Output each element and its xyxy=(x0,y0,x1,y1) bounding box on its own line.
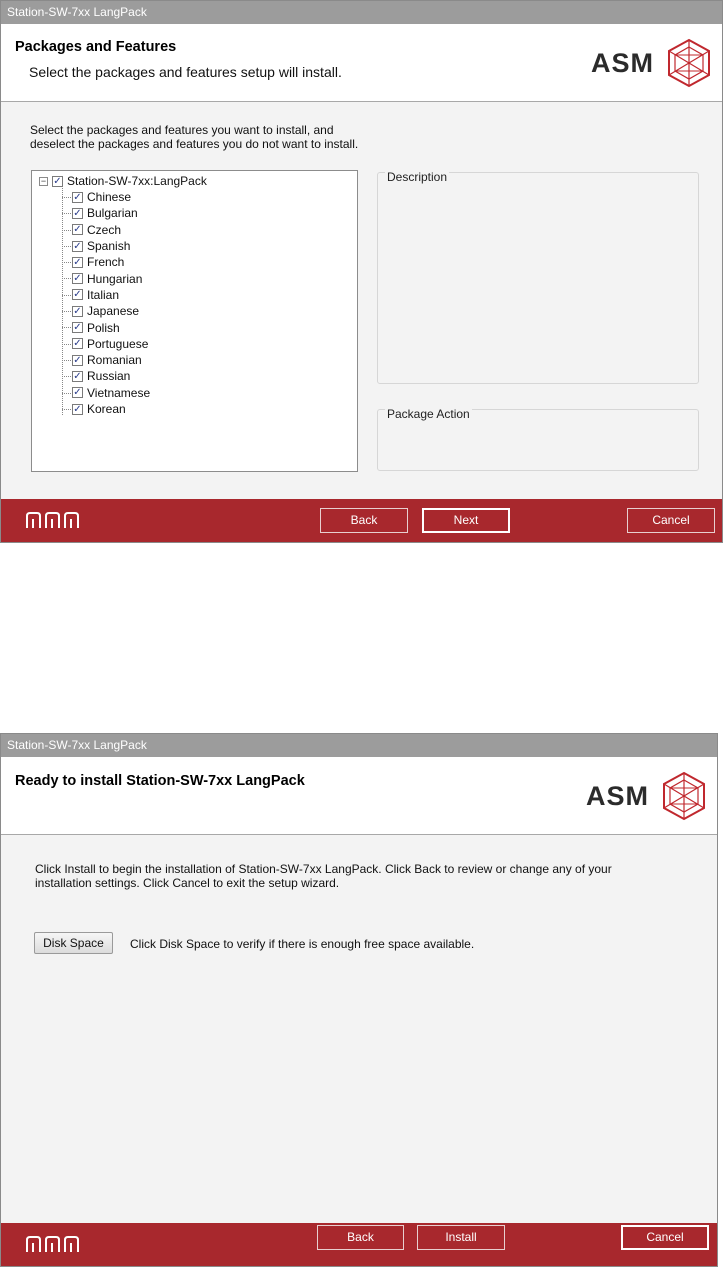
checkbox-checked-icon[interactable]: ✓ xyxy=(73,240,82,252)
tree-item-label[interactable]: Romanian xyxy=(87,353,142,368)
page-subtitle: Select the packages and features setup will install. xyxy=(29,64,342,80)
instructions-line: deselect the packages and features you do not want to install. xyxy=(30,137,359,151)
checkbox-checked-icon[interactable]: ✓ xyxy=(73,338,82,350)
tree-item[interactable] xyxy=(62,270,150,286)
tree-item[interactable] xyxy=(62,385,150,401)
checkbox-checked-icon[interactable]: ✓ xyxy=(53,175,62,187)
checkbox-checked-icon[interactable]: ✓ xyxy=(73,370,82,382)
setup-window-packages xyxy=(0,0,723,543)
checkbox-checked-icon[interactable]: ✓ xyxy=(73,322,82,334)
tree-root-label[interactable]: Station-SW-7xx:LangPack xyxy=(67,174,207,188)
package-action-label: Package Action xyxy=(387,407,470,421)
tree-item[interactable] xyxy=(62,222,150,238)
instructions-line: Click Install to begin the installation of Station-SW-7xx LangPack. Click Back to review or change any of your xyxy=(35,862,612,876)
tree-item[interactable] xyxy=(62,319,150,335)
feature-tree[interactable] xyxy=(31,170,358,472)
tree-item-label[interactable]: Spanish xyxy=(87,239,131,254)
install-instructions xyxy=(35,862,612,890)
expander-minus-icon[interactable]: − xyxy=(40,175,47,186)
tree-item[interactable] xyxy=(62,287,150,303)
tree-item-label[interactable]: French xyxy=(87,255,125,270)
tree-item-label[interactable]: Hungarian xyxy=(87,271,143,286)
checkbox-checked-icon[interactable]: ✓ xyxy=(73,289,82,301)
checkbox-checked-icon[interactable]: ✓ xyxy=(73,256,82,268)
wizard-header xyxy=(1,24,722,102)
tree-item[interactable] xyxy=(62,401,150,417)
tree-children xyxy=(62,189,150,417)
tree-item-label[interactable]: Czech xyxy=(87,222,122,237)
tree-item[interactable] xyxy=(62,254,150,270)
tree-item-label[interactable]: Japanese xyxy=(87,304,140,319)
tree-item[interactable] xyxy=(62,205,150,221)
description-label: Description xyxy=(387,170,448,184)
page-title: Packages and Features xyxy=(15,39,177,55)
tree-item-label[interactable]: Russian xyxy=(87,369,131,384)
window-titlebar[interactable]: Station-SW-7xx LangPack xyxy=(1,734,717,757)
page-title: Ready to install Station-SW-7xx LangPack xyxy=(15,773,305,789)
instructions-line: installation settings. Click Cancel to exit the setup wizard. xyxy=(35,876,340,890)
back-button[interactable]: Back xyxy=(317,1225,404,1250)
next-button[interactable]: Next xyxy=(422,508,510,533)
description-group xyxy=(377,172,699,384)
install-button[interactable]: Install xyxy=(417,1225,505,1250)
tree-item[interactable] xyxy=(62,368,150,384)
checkbox-checked-icon[interactable]: ✓ xyxy=(73,354,82,366)
checkbox-checked-icon[interactable]: ✓ xyxy=(73,305,82,317)
asm-hexagon-logo-icon xyxy=(666,38,712,88)
disk-space-button[interactable]: Disk Space xyxy=(34,932,113,954)
package-action-group xyxy=(377,409,699,471)
tree-item-label[interactable]: Bulgarian xyxy=(87,206,138,221)
wizard-footer xyxy=(1,1223,717,1266)
tree-item-label[interactable]: Portuguese xyxy=(87,336,149,351)
asm-mini-logo-icon xyxy=(25,511,83,529)
window-titlebar[interactable]: Station-SW-7xx LangPack xyxy=(1,1,722,24)
wizard-footer xyxy=(1,499,722,542)
instructions-line: Select the packages and features you want to install, and xyxy=(30,123,334,137)
tree-item[interactable] xyxy=(62,352,150,368)
asm-hexagon-logo-icon xyxy=(661,771,707,821)
asm-logo-text: ASM xyxy=(586,780,649,811)
tree-item[interactable] xyxy=(62,189,150,205)
wizard-header xyxy=(1,757,717,835)
tree-item-label[interactable]: Italian xyxy=(87,287,120,302)
tree-item[interactable] xyxy=(62,336,150,352)
checkbox-checked-icon[interactable]: ✓ xyxy=(73,207,82,219)
tree-root[interactable] xyxy=(39,173,207,189)
tree-item-label[interactable]: Chinese xyxy=(87,190,132,205)
tree-item-label[interactable]: Polish xyxy=(87,320,120,335)
tree-item[interactable] xyxy=(62,303,150,319)
checkbox-checked-icon[interactable]: ✓ xyxy=(73,224,82,236)
asm-logo xyxy=(591,38,712,88)
cancel-button[interactable]: Cancel xyxy=(627,508,715,533)
checkbox-checked-icon[interactable]: ✓ xyxy=(73,273,82,285)
back-button[interactable]: Back xyxy=(320,508,408,533)
setup-window-ready xyxy=(0,733,718,1267)
tree-item-label[interactable]: Vietnamese xyxy=(87,385,151,400)
tree-item[interactable] xyxy=(62,238,150,254)
tree-item-label[interactable]: Korean xyxy=(87,402,126,416)
disk-space-text: Click Disk Space to verify if there is enough free space available. xyxy=(130,937,475,951)
checkbox-checked-icon[interactable]: ✓ xyxy=(73,387,82,399)
asm-logo xyxy=(586,771,707,821)
checkbox-checked-icon[interactable]: ✓ xyxy=(73,403,82,415)
asm-mini-logo-icon xyxy=(25,1235,83,1253)
checkbox-checked-icon[interactable]: ✓ xyxy=(73,191,82,203)
asm-logo-text: ASM xyxy=(591,47,654,78)
instructions-text xyxy=(30,123,358,151)
cancel-button[interactable]: Cancel xyxy=(621,1225,709,1250)
